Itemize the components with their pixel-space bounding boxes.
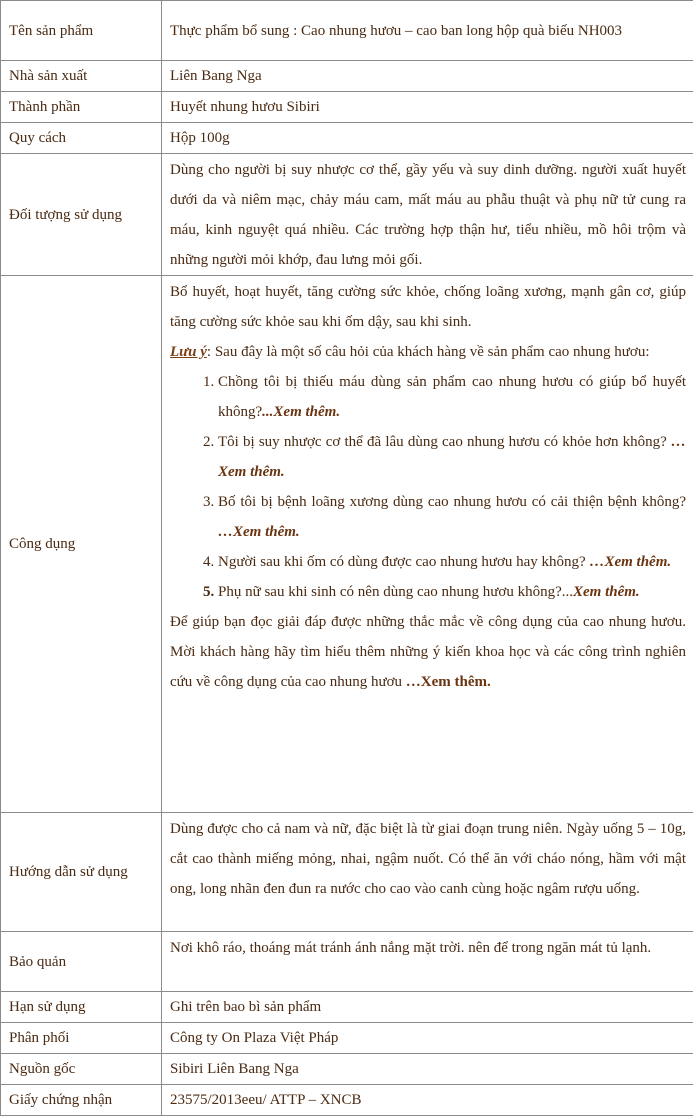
table-row <box>1 1023 693 1054</box>
row-label-packaging: Quy cách <box>1 123 162 154</box>
list-item <box>218 577 686 607</box>
read-more-link[interactable]: Xem thêm. <box>573 584 640 600</box>
questions-list <box>170 367 686 607</box>
list-item <box>218 487 686 547</box>
note-text: : Sau đây là một số câu hỏi của khách hàng về sản phẩm cao nhung hươu: <box>207 344 650 360</box>
question-text: Tôi bị suy nhược cơ thể đã lâu dùng cao nhung hươu có khỏe hơn không? <box>218 434 671 450</box>
row-value-target-users: Dùng cho người bị suy nhược cơ thể, gầy yếu và suy dinh dưỡng. người xuất huyết dưới da và niêm mạc, chảy máu cam, mất máu au phẫu thuật và phụ nữ tử cung ra máu, kinh nguyệt quá nhiều. Các trường hợp thận hư, tiểu nhiều, mồ hôi trộm và những người mỏi khớp, đau lưng mỏi gối. <box>162 154 693 276</box>
row-value-usage-guide: Dùng được cho cả nam và nữ, đặc biệt là từ giai đoạn trung niên. Ngày uống 5 – 10g, cắt cao thành miếng mỏng, nhai, ngậm nuốt. Có thể ăn với cháo nóng, hầm với mật ong, long nhãn đen đun ra nước cho cao vào canh cùng hoặc ngâm rượu uống. <box>162 813 693 932</box>
uses-closing <box>170 607 686 697</box>
row-value-expiry: Ghi trên bao bì sản phẩm <box>162 992 693 1023</box>
table-row <box>1 61 693 92</box>
row-value-certificate: 23575/2013eeu/ ATTP – XNCB <box>162 1085 693 1116</box>
question-text: Chồng tôi bị thiếu máu dùng sản phẩm cao nhung hươu có giúp bổ huyết không? <box>218 374 686 420</box>
table-row <box>1 1 693 61</box>
row-label-uses: Công dụng <box>1 276 162 813</box>
row-label-expiry: Hạn sử dụng <box>1 992 162 1023</box>
read-more-link[interactable]: …Xem thêm. <box>218 434 686 480</box>
row-value-product-name: Thực phẩm bổ sung : Cao nhung hươu – cao ban long hộp quà biếu NH003 <box>162 1 693 61</box>
closing-text: Để giúp bạn đọc giải đáp được những thắc mắc về công dụng của cao nhung hươu. Mời khách hàng hãy tìm hiểu thêm những ý kiến khoa học và các công trình nghiên cứu về công dụng của cao nhung hươu <box>170 614 686 690</box>
list-item <box>218 367 686 427</box>
table-row <box>1 813 693 932</box>
row-label-manufacturer: Nhà sản xuất <box>1 61 162 92</box>
table-row <box>1 1054 693 1085</box>
note-label: Lưu ý <box>170 344 207 360</box>
row-value-origin: Sibiri Liên Bang Nga <box>162 1054 693 1085</box>
row-value-distributor: Công ty On Plaza Việt Pháp <box>162 1023 693 1054</box>
row-value-ingredients: Huyết nhung hươu Sibiri <box>162 92 693 123</box>
question-text: Bố tôi bị bệnh loãng xương dùng cao nhung hươu có cải thiện bệnh không? <box>218 494 686 510</box>
row-label-product-name: Tên sản phẩm <box>1 1 162 61</box>
row-label-distributor: Phân phối <box>1 1023 162 1054</box>
read-more-link[interactable]: ...Xem thêm. <box>262 404 340 420</box>
row-label-storage: Bảo quản <box>1 932 162 992</box>
read-more-link[interactable]: …Xem thêm. <box>406 674 491 690</box>
row-value-storage: Nơi khô ráo, thoáng mát tránh ánh nắng mặt trời. nên để trong ngăn mát tủ lạnh. <box>162 932 693 992</box>
list-item <box>218 547 686 577</box>
row-label-target-users: Đối tượng sử dụng <box>1 154 162 276</box>
table-row <box>1 932 693 992</box>
row-label-origin: Nguồn gốc <box>1 1054 162 1085</box>
list-item <box>218 427 686 487</box>
row-label-ingredients: Thành phần <box>1 92 162 123</box>
read-more-link[interactable]: …Xem thêm. <box>218 524 300 540</box>
table-row <box>1 992 693 1023</box>
table-row <box>1 276 693 813</box>
question-text: Người sau khi ốm có dùng được cao nhung hươu hay không? <box>218 554 589 570</box>
table-row <box>1 92 693 123</box>
uses-note <box>170 337 686 367</box>
uses-intro: Bổ huyết, hoạt huyết, tăng cường sức khỏe, chống loãng xương, mạnh gân cơ, giúp tăng cường sức khỏe sau khi ốm dậy, sau khi sinh. <box>170 277 686 337</box>
question-text: Phụ nữ sau khi sinh có nên dùng cao nhung hươu không?... <box>218 584 573 600</box>
row-value-manufacturer: Liên Bang Nga <box>162 61 693 92</box>
row-value-packaging: Hộp 100g <box>162 123 693 154</box>
read-more-link[interactable]: …Xem thêm. <box>589 554 671 570</box>
row-label-usage-guide: Hướng dẫn sử dụng <box>1 813 162 932</box>
table-row <box>1 123 693 154</box>
row-label-certificate: Giấy chứng nhận <box>1 1085 162 1116</box>
table-row <box>1 154 693 276</box>
row-value-uses <box>162 276 693 813</box>
table-row <box>1 1085 693 1116</box>
